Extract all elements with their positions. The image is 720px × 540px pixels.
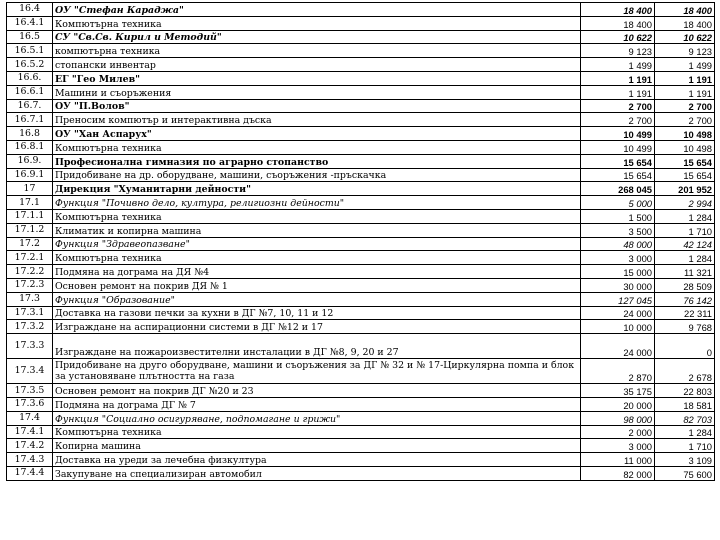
row-actual-value-cell: 82 703	[655, 411, 715, 425]
row-code-cell: 16.9.	[7, 154, 53, 168]
row-plan-value-cell: 24 000	[581, 306, 655, 320]
row-actual-value-cell: 2 994	[655, 196, 715, 210]
row-code-cell: 16.5.1	[7, 44, 53, 58]
table-row	[7, 278, 715, 292]
table-row	[7, 16, 715, 30]
table-row	[7, 58, 715, 72]
row-plan-value-cell: 9 123	[581, 44, 655, 58]
table-row	[7, 265, 715, 279]
row-actual-value-cell: 201 952	[655, 182, 715, 196]
table-row	[7, 411, 715, 425]
row-plan-value-cell: 2 870	[581, 359, 655, 384]
row-code-cell: 17.1.2	[7, 223, 53, 237]
table-row	[7, 320, 715, 334]
row-description-cell: Доставка на уреди за лечебна физкултура	[53, 453, 581, 467]
row-code-cell: 17.3.5	[7, 384, 53, 398]
row-plan-value-cell: 1 191	[581, 85, 655, 99]
row-plan-value-cell: 15 654	[581, 154, 655, 168]
row-plan-value-cell: 24 000	[581, 334, 655, 359]
row-description-cell: Компютърна техника	[53, 209, 581, 223]
row-description-cell: Функция "Здравеопазване"	[53, 237, 581, 251]
row-code-cell: 16.4.1	[7, 16, 53, 30]
row-code-cell: 17	[7, 182, 53, 196]
row-actual-value-cell: 9 768	[655, 320, 715, 334]
row-actual-value-cell: 2 700	[655, 99, 715, 113]
row-actual-value-cell: 1 191	[655, 85, 715, 99]
row-description-cell: Изграждане на аспирационни системи в ДГ №12 и 17	[53, 320, 581, 334]
row-code-cell: 17.3.4	[7, 359, 53, 384]
row-plan-value-cell: 5 000	[581, 196, 655, 210]
row-code-cell: 16.6.	[7, 71, 53, 85]
row-plan-value-cell: 18 400	[581, 16, 655, 30]
row-actual-value-cell: 1 191	[655, 71, 715, 85]
row-code-cell: 16.4	[7, 3, 53, 17]
row-description-cell: Компютърна техника	[53, 251, 581, 265]
row-actual-value-cell: 1 284	[655, 425, 715, 439]
table-row	[7, 71, 715, 85]
row-code-cell: 16.6.1	[7, 85, 53, 99]
budget-table	[6, 2, 715, 481]
row-description-cell: ОУ "Хан Аспарух"	[53, 127, 581, 141]
row-actual-value-cell: 2 700	[655, 113, 715, 127]
row-plan-value-cell: 18 400	[581, 3, 655, 17]
budget-table-body	[7, 3, 715, 481]
table-row	[7, 3, 715, 17]
table-row	[7, 292, 715, 306]
table-row	[7, 85, 715, 99]
row-actual-value-cell: 0	[655, 334, 715, 359]
table-row	[7, 140, 715, 154]
row-actual-value-cell: 75 600	[655, 466, 715, 480]
row-actual-value-cell: 18 400	[655, 16, 715, 30]
row-code-cell: 17.1.1	[7, 209, 53, 223]
table-row	[7, 384, 715, 398]
row-plan-value-cell: 10 499	[581, 140, 655, 154]
row-plan-value-cell: 3 000	[581, 251, 655, 265]
row-description-cell: Машини и съоръжения	[53, 85, 581, 99]
row-actual-value-cell: 1 710	[655, 439, 715, 453]
row-actual-value-cell: 10 498	[655, 127, 715, 141]
table-row	[7, 397, 715, 411]
row-code-cell: 16.7.1	[7, 113, 53, 127]
row-actual-value-cell: 1 284	[655, 209, 715, 223]
row-actual-value-cell: 10 622	[655, 30, 715, 44]
row-actual-value-cell: 15 654	[655, 154, 715, 168]
row-description-cell: Климатик и копирна машина	[53, 223, 581, 237]
row-plan-value-cell: 11 000	[581, 453, 655, 467]
row-description-cell: Дирекция "Хуманитарни дейности"	[53, 182, 581, 196]
row-description-cell: ОУ "П.Волов"	[53, 99, 581, 113]
row-code-cell: 17.4.1	[7, 425, 53, 439]
row-plan-value-cell: 3 000	[581, 439, 655, 453]
row-actual-value-cell: 22 311	[655, 306, 715, 320]
table-row	[7, 237, 715, 251]
table-row	[7, 251, 715, 265]
row-plan-value-cell: 15 654	[581, 168, 655, 182]
table-row	[7, 209, 715, 223]
row-description-cell: Основен ремонт на покрив ДГ №20 и 23	[53, 384, 581, 398]
row-description-cell: Компютърна техника	[53, 16, 581, 30]
row-plan-value-cell: 127 045	[581, 292, 655, 306]
row-actual-value-cell: 11 321	[655, 265, 715, 279]
row-description-cell: Функция "Почивно дело, култура, религиозни дейности"	[53, 196, 581, 210]
table-row	[7, 44, 715, 58]
row-code-cell: 17.4	[7, 411, 53, 425]
row-description-cell: компютърна техника	[53, 44, 581, 58]
table-row	[7, 127, 715, 141]
row-actual-value-cell: 9 123	[655, 44, 715, 58]
table-row	[7, 453, 715, 467]
row-description-cell: стопански инвентар	[53, 58, 581, 72]
row-code-cell: 16.8	[7, 127, 53, 141]
row-plan-value-cell: 98 000	[581, 411, 655, 425]
row-actual-value-cell: 1 710	[655, 223, 715, 237]
row-description-cell: Компютърна техника	[53, 425, 581, 439]
row-plan-value-cell: 1 191	[581, 71, 655, 85]
row-code-cell: 17.2.2	[7, 265, 53, 279]
row-plan-value-cell: 35 175	[581, 384, 655, 398]
row-plan-value-cell: 2 000	[581, 425, 655, 439]
row-actual-value-cell: 10 498	[655, 140, 715, 154]
row-code-cell: 17.3.1	[7, 306, 53, 320]
row-code-cell: 17.1	[7, 196, 53, 210]
row-description-cell: Доставка на газови печки за кухни в ДГ №7, 10, 11 и 12	[53, 306, 581, 320]
row-description-cell: Функция "Социално осигуряване, подпомагане и грижи"	[53, 411, 581, 425]
row-description-cell: Подмяна на дограма ДГ № 7	[53, 397, 581, 411]
row-code-cell: 17.4.2	[7, 439, 53, 453]
row-code-cell: 17.3.3	[7, 334, 53, 359]
row-actual-value-cell: 15 654	[655, 168, 715, 182]
row-plan-value-cell: 1 500	[581, 209, 655, 223]
row-description-cell: Изграждане на пожароизвестителни инсталации в ДГ №8, 9, 20 и 27	[53, 334, 581, 359]
table-row	[7, 306, 715, 320]
row-plan-value-cell: 10 000	[581, 320, 655, 334]
row-code-cell: 17.3.6	[7, 397, 53, 411]
row-description-cell: Функция "Образование"	[53, 292, 581, 306]
row-description-cell: Придобиване на др. оборудване, машини, съоръжения -пръскачка	[53, 168, 581, 182]
row-actual-value-cell: 1 499	[655, 58, 715, 72]
row-plan-value-cell: 2 700	[581, 113, 655, 127]
row-code-cell: 16.5.2	[7, 58, 53, 72]
row-description-cell: Професионална гимназия по аграрно стопанство	[53, 154, 581, 168]
row-description-cell: СУ "Св.Св. Кирил и Методий"	[53, 30, 581, 44]
row-code-cell: 16.5	[7, 30, 53, 44]
row-description-cell: Копирна машина	[53, 439, 581, 453]
row-plan-value-cell: 10 499	[581, 127, 655, 141]
table-row	[7, 196, 715, 210]
table-row	[7, 359, 715, 384]
row-actual-value-cell: 1 284	[655, 251, 715, 265]
table-row	[7, 223, 715, 237]
table-row	[7, 113, 715, 127]
row-code-cell: 17.2.1	[7, 251, 53, 265]
row-code-cell: 17.3.2	[7, 320, 53, 334]
table-row	[7, 439, 715, 453]
table-row	[7, 334, 715, 359]
row-actual-value-cell: 76 142	[655, 292, 715, 306]
row-plan-value-cell: 268 045	[581, 182, 655, 196]
table-row	[7, 425, 715, 439]
row-plan-value-cell: 48 000	[581, 237, 655, 251]
row-actual-value-cell: 28 509	[655, 278, 715, 292]
row-actual-value-cell: 42 124	[655, 237, 715, 251]
row-plan-value-cell: 2 700	[581, 99, 655, 113]
row-description-cell: Преносим компютър и интерактивна дъска	[53, 113, 581, 127]
row-code-cell: 17.2.3	[7, 278, 53, 292]
table-row	[7, 182, 715, 196]
row-code-cell: 16.8.1	[7, 140, 53, 154]
row-plan-value-cell: 1 499	[581, 58, 655, 72]
table-row	[7, 154, 715, 168]
row-plan-value-cell: 3 500	[581, 223, 655, 237]
table-row	[7, 466, 715, 480]
row-description-cell: Компютърна техника	[53, 140, 581, 154]
row-description-cell: Закупуване на специализиран автомобил	[53, 466, 581, 480]
row-actual-value-cell: 2 678	[655, 359, 715, 384]
row-plan-value-cell: 10 622	[581, 30, 655, 44]
row-plan-value-cell: 15 000	[581, 265, 655, 279]
row-actual-value-cell: 18 581	[655, 397, 715, 411]
row-description-cell: ЕГ "Гео Милев"	[53, 71, 581, 85]
row-description-cell: Придобиване на друго оборудване, машини и съоръжения за ДГ № 32 и № 17-Циркулярна помпа и блок за установяване плътността на газа	[53, 359, 581, 384]
row-actual-value-cell: 18 400	[655, 3, 715, 17]
table-row	[7, 99, 715, 113]
row-description-cell: ОУ "Стефан Караджа"	[53, 3, 581, 17]
row-code-cell: 17.4.4	[7, 466, 53, 480]
row-code-cell: 17.2	[7, 237, 53, 251]
row-plan-value-cell: 20 000	[581, 397, 655, 411]
row-code-cell: 17.4.3	[7, 453, 53, 467]
row-plan-value-cell: 82 000	[581, 466, 655, 480]
table-row	[7, 168, 715, 182]
row-description-cell: Подмяна на дограма на ДЯ №4	[53, 265, 581, 279]
row-code-cell: 16.9.1	[7, 168, 53, 182]
row-actual-value-cell: 3 109	[655, 453, 715, 467]
table-row	[7, 30, 715, 44]
row-code-cell: 17.3	[7, 292, 53, 306]
row-code-cell: 16.7.	[7, 99, 53, 113]
row-actual-value-cell: 22 803	[655, 384, 715, 398]
row-description-cell: Основен ремонт на покрив ДЯ № 1	[53, 278, 581, 292]
row-plan-value-cell: 30 000	[581, 278, 655, 292]
